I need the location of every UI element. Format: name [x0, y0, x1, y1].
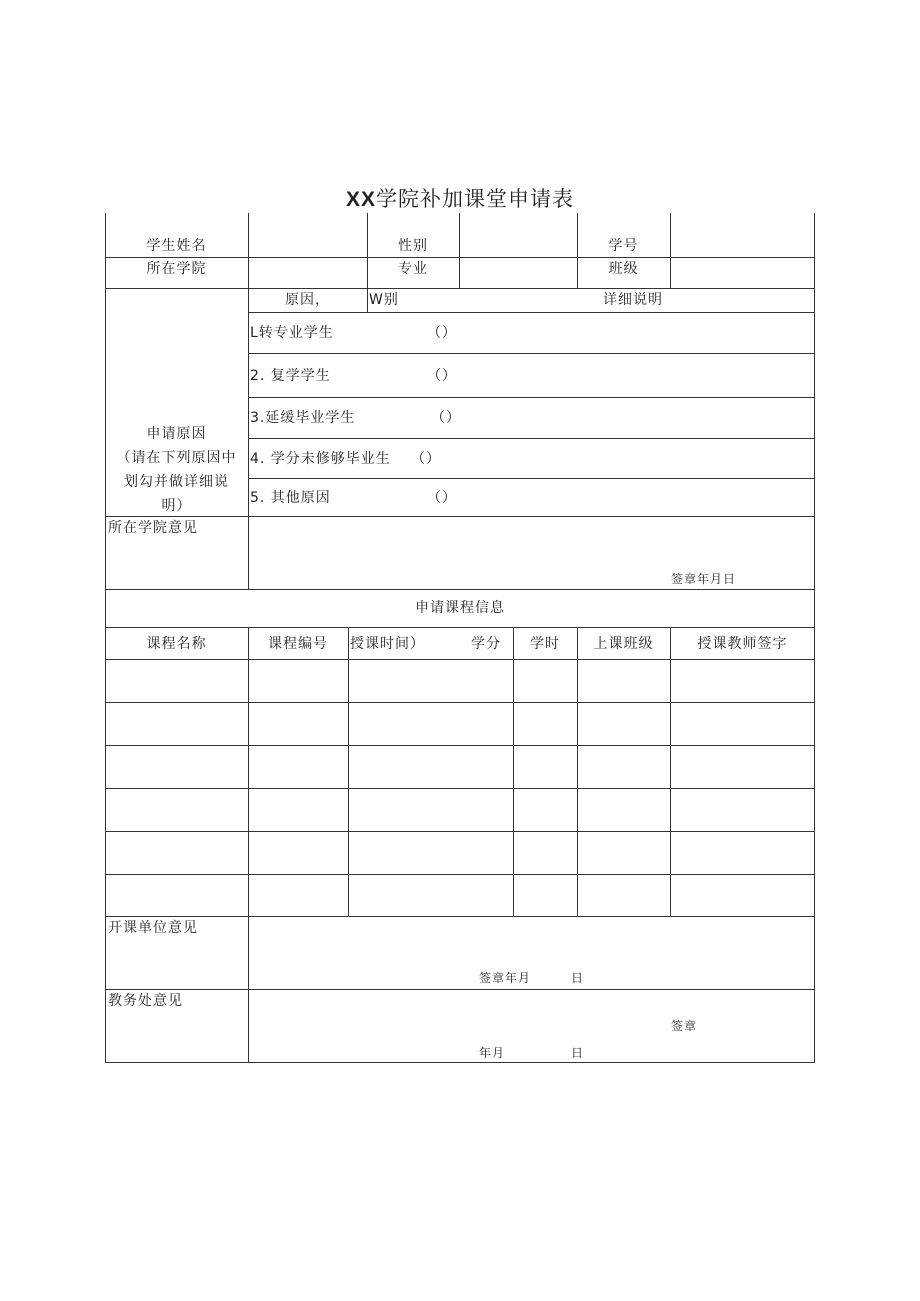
- row-line: [105, 589, 815, 590]
- col-line: [459, 213, 460, 288]
- course-header-time: 授课时间）: [350, 636, 425, 652]
- reason-item-checkbox[interactable]: （）: [411, 451, 441, 467]
- col-line: [348, 627, 349, 916]
- col-line: [577, 627, 578, 916]
- reason-type-header: 原因，: [285, 292, 330, 308]
- student-id-label: 学号: [608, 238, 639, 254]
- college-label: 所在学院: [146, 261, 207, 277]
- col-line: [513, 627, 514, 916]
- reason-label-line: 申请原因: [146, 426, 207, 442]
- col-line: [248, 627, 249, 1062]
- dept-opinion-day: 日: [571, 971, 585, 985]
- reason-item-checkbox[interactable]: （）: [427, 368, 457, 384]
- form-title: XX学院补加课堂申请表: [345, 187, 574, 211]
- row-line: [105, 659, 815, 660]
- major-label: 专业: [398, 261, 428, 277]
- row-line: [248, 478, 815, 479]
- course-header-credit: 学分: [471, 636, 501, 652]
- row-line: [105, 831, 815, 832]
- row-line: [248, 312, 815, 313]
- row-line: [105, 745, 815, 746]
- reason-item-checkbox[interactable]: （）: [427, 325, 457, 341]
- row-line: [105, 874, 815, 875]
- reason-label: [105, 422, 248, 518]
- course-section-title: 申请课程信息: [415, 600, 505, 616]
- reason-item-text: 3.延缓毕业学生: [250, 410, 356, 426]
- college-opinion-sign: 签章年月日: [671, 572, 737, 586]
- course-header-class: 上课班级: [593, 636, 654, 652]
- dept-opinion-sign: 签章年月: [479, 971, 532, 985]
- row-line: [105, 702, 815, 703]
- col-line: [367, 288, 368, 312]
- reason-item-text: 5. 其他原因: [250, 490, 331, 506]
- col-line: [670, 213, 671, 288]
- reason-item-text: L转专业学生: [250, 325, 334, 341]
- affairs-opinion-day: 日: [571, 1046, 585, 1060]
- affairs-opinion-date: 年月: [479, 1046, 506, 1060]
- application-form-table: [105, 213, 815, 1063]
- reason-label-line: 明）: [161, 498, 192, 514]
- affairs-opinion-sign: 签章: [671, 1019, 698, 1033]
- row-line: [248, 397, 815, 398]
- reason-w-header: W别: [369, 292, 399, 308]
- student-name-label: 学生姓名: [146, 238, 207, 254]
- reason-label-line: 划勾并做详细说: [124, 474, 229, 490]
- gender-label: 性别: [398, 238, 428, 254]
- reason-item-checkbox[interactable]: （）: [427, 490, 457, 506]
- affairs-opinion-label: 教务处意见: [108, 993, 183, 1009]
- class-label: 班级: [608, 261, 639, 277]
- course-header-code: 课程编号: [268, 636, 328, 652]
- reason-label-line: （请在下列原因中: [116, 450, 237, 466]
- reason-item-text: 2. 复学学生: [250, 368, 331, 384]
- table-border-bottom: [105, 1062, 815, 1063]
- row-line: [105, 916, 815, 917]
- row-line: [105, 989, 815, 990]
- reason-item-text: 4. 学分未修够毕业生: [250, 451, 391, 467]
- course-header-hours: 学时: [530, 636, 560, 652]
- college-opinion-label: 所在学院意见: [108, 520, 198, 536]
- course-header-teacher: 授课教师签字: [697, 636, 788, 652]
- row-line: [105, 788, 815, 789]
- col-line: [670, 627, 671, 916]
- course-header-name: 课程名称: [146, 636, 207, 652]
- row-line: [105, 257, 815, 258]
- row-line: [248, 353, 815, 354]
- row-line: [105, 288, 815, 289]
- reason-item-checkbox[interactable]: （）: [431, 410, 461, 426]
- row-line: [105, 627, 815, 628]
- col-line: [248, 213, 249, 589]
- row-line: [248, 438, 815, 439]
- dept-opinion-label: 开课单位意见: [108, 920, 198, 936]
- reason-detail-header: 详细说明: [603, 292, 663, 308]
